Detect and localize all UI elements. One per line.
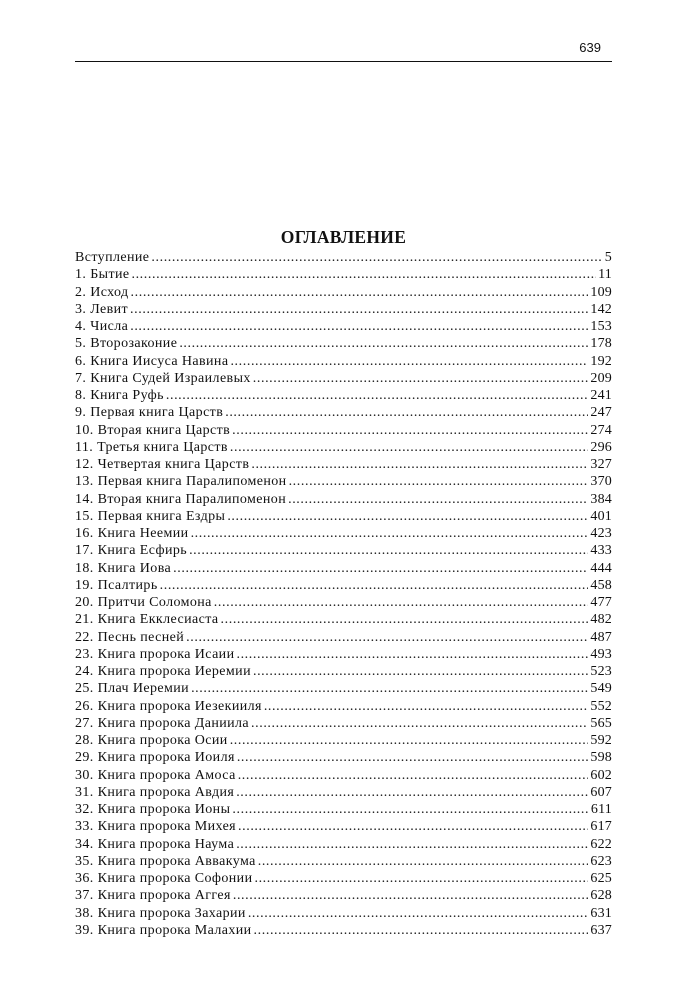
dot-leader xyxy=(189,542,588,559)
page-title: ОГЛАВЛЕНИЕ xyxy=(280,226,407,247)
dot-leader xyxy=(233,887,589,904)
toc-entry[interactable] xyxy=(75,249,612,266)
toc-entry-title: 13. Первая книга Паралипоменон xyxy=(75,474,287,490)
toc-entry-page: 631 xyxy=(590,905,612,921)
dot-leader xyxy=(288,491,588,508)
toc-entry-page: 370 xyxy=(590,474,612,490)
dot-leader xyxy=(289,473,589,490)
toc-entry-title: 34. Книга пророка Наума xyxy=(75,836,235,852)
toc-entry-page: 623 xyxy=(590,853,612,869)
toc-entry-title: 11. Третья книга Царств xyxy=(75,439,228,455)
dot-leader xyxy=(236,646,588,663)
toc-entry-title: 21. Книга Екклесиаста xyxy=(75,612,219,628)
toc-entry-page: 592 xyxy=(590,733,612,748)
dot-leader xyxy=(173,560,588,577)
dot-leader xyxy=(227,508,588,525)
table-of-contents xyxy=(75,249,612,939)
dot-leader xyxy=(236,784,588,801)
toc-entry-page: 209 xyxy=(590,370,612,386)
toc-entry-title: 5. Второзаконие xyxy=(75,336,178,352)
toc-entry-page: 241 xyxy=(590,388,612,403)
toc-entry[interactable] xyxy=(75,387,612,404)
dot-leader xyxy=(251,456,588,473)
dot-leader xyxy=(221,611,589,628)
toc-entry-title: 2. Исход xyxy=(75,284,129,300)
toc-entry[interactable] xyxy=(75,767,612,784)
toc-entry[interactable] xyxy=(75,784,612,801)
toc-entry-page: 327 xyxy=(590,457,612,472)
toc-entry[interactable] xyxy=(75,318,612,335)
toc-entry-title: 17. Книга Есфирь xyxy=(75,543,188,559)
dot-leader xyxy=(251,715,588,732)
toc-entry-page: 617 xyxy=(590,819,612,835)
toc-entry[interactable] xyxy=(75,629,612,646)
toc-entry-page: 11 xyxy=(598,267,612,283)
toc-entry-title: 26. Книга пророка Иезекииля xyxy=(75,698,262,714)
toc-entry-title: 7. Книга Судей Израилевых xyxy=(75,370,251,386)
toc-entry-title: 29. Книга пророка Иоиля xyxy=(75,750,235,766)
dot-leader xyxy=(230,439,589,456)
toc-entry-title: 31. Книга пророка Авдия xyxy=(75,784,235,800)
toc-entry-title: 23. Книга пророка Исаии xyxy=(75,646,235,662)
toc-entry-title: Вступление xyxy=(75,250,150,265)
toc-entry-title: 27. Книга пророка Даниила xyxy=(75,715,250,731)
toc-entry[interactable] xyxy=(75,853,612,870)
toc-entry[interactable] xyxy=(75,715,612,732)
toc-entry-page: 565 xyxy=(590,715,612,731)
toc-entry[interactable] xyxy=(75,560,612,577)
toc-entry[interactable] xyxy=(75,404,612,421)
dot-leader xyxy=(191,525,589,542)
toc-entry-title: 22. Песнь песней xyxy=(75,629,185,645)
dot-leader xyxy=(253,370,589,387)
toc-entry-page: 153 xyxy=(590,319,612,334)
toc-entry-title: 39. Книга пророка Малахии xyxy=(75,922,252,938)
dot-leader xyxy=(232,801,589,818)
toc-entry-page: 549 xyxy=(590,681,612,697)
toc-entry-page: 487 xyxy=(590,629,612,645)
toc-entry-title: 30. Книга пророка Амоса xyxy=(75,767,236,783)
toc-entry-page: 523 xyxy=(590,664,612,679)
toc-entry-title: 28. Книга пророка Осии xyxy=(75,733,228,748)
toc-entry-title: 19. Псалтирь xyxy=(75,577,158,593)
toc-entry-page: 622 xyxy=(590,836,612,852)
dot-leader xyxy=(179,335,588,352)
toc-entry[interactable] xyxy=(75,508,612,525)
dot-leader xyxy=(253,663,588,680)
toc-entry-title: 10. Вторая книга Царств xyxy=(75,422,231,438)
toc-entry-title: 8. Книга Руфь xyxy=(75,388,164,403)
toc-entry-title: 12. Четвертая книга Царств xyxy=(75,457,250,472)
toc-entry-title: 25. Плач Иеремии xyxy=(75,681,190,697)
toc-entry[interactable] xyxy=(75,491,612,508)
toc-entry-page: 458 xyxy=(590,577,612,593)
toc-entry[interactable] xyxy=(75,663,612,680)
toc-entry[interactable] xyxy=(75,870,612,887)
toc-entry-title: 14. Вторая книга Паралипоменон xyxy=(75,491,287,507)
dot-leader xyxy=(232,422,588,439)
toc-entry[interactable] xyxy=(75,594,612,611)
toc-entry[interactable] xyxy=(75,836,612,853)
dot-leader xyxy=(130,318,588,335)
toc-entry[interactable] xyxy=(75,818,612,835)
dot-leader xyxy=(254,870,588,887)
page-number: 639 xyxy=(579,40,601,55)
dot-leader xyxy=(236,836,588,853)
toc-entry-page: 477 xyxy=(590,595,612,610)
toc-entry-page: 482 xyxy=(590,612,612,628)
toc-entry-title: 38. Книга пророка Захарии xyxy=(75,905,246,921)
dot-leader xyxy=(254,922,589,939)
toc-entry[interactable] xyxy=(75,473,612,490)
toc-entry-page: 607 xyxy=(590,784,612,800)
toc-entry[interactable] xyxy=(75,301,612,318)
toc-entry[interactable] xyxy=(75,542,612,559)
toc-entry[interactable] xyxy=(75,370,612,387)
toc-entry-page: 611 xyxy=(590,802,612,817)
dot-leader xyxy=(214,594,589,611)
dot-leader xyxy=(238,818,588,835)
dot-leader xyxy=(264,698,589,715)
toc-entry-page: 178 xyxy=(590,336,612,352)
toc-entry-title: 35. Книга пророка Аввакума xyxy=(75,853,256,869)
toc-entry-title: 24. Книга пророка Иеремии xyxy=(75,664,251,679)
dot-leader xyxy=(186,629,588,646)
dot-leader xyxy=(225,404,588,421)
toc-entry-title: 16. Книга Неемии xyxy=(75,526,189,541)
toc-entry-title: 6. Книга Иисуса Навина xyxy=(75,353,229,369)
toc-entry-page: 433 xyxy=(590,543,612,559)
toc-entry-page: 401 xyxy=(590,508,612,524)
header-rule xyxy=(75,61,612,62)
toc-entry[interactable] xyxy=(75,905,612,922)
dot-leader xyxy=(151,249,602,266)
toc-entry-page: 384 xyxy=(590,491,612,507)
toc-entry-page: 628 xyxy=(590,888,612,904)
dot-leader xyxy=(130,301,588,318)
dot-leader xyxy=(160,577,589,594)
toc-entry-page: 247 xyxy=(590,405,612,421)
toc-entry[interactable] xyxy=(75,922,612,939)
toc-entry-title: 1. Бытие xyxy=(75,267,130,283)
toc-entry-title: 37. Книга пророка Аггея xyxy=(75,888,231,904)
dot-leader xyxy=(131,266,596,283)
toc-entry-page: 109 xyxy=(590,284,612,300)
toc-entry-page: 602 xyxy=(590,767,612,783)
dot-leader xyxy=(166,387,589,404)
toc-entry[interactable] xyxy=(75,698,612,715)
toc-entry[interactable] xyxy=(75,456,612,473)
toc-entry[interactable] xyxy=(75,680,612,697)
toc-entry[interactable] xyxy=(75,266,612,283)
toc-entry[interactable] xyxy=(75,887,612,904)
toc-entry[interactable] xyxy=(75,525,612,542)
toc-entry[interactable] xyxy=(75,749,612,766)
dot-leader xyxy=(237,749,589,766)
dot-leader xyxy=(248,905,589,922)
toc-entry-page: 142 xyxy=(590,301,612,317)
toc-entry-title: 36. Книга пророка Софонии xyxy=(75,871,253,886)
toc-entry-page: 493 xyxy=(590,646,612,662)
toc-entry-title: 9. Первая книга Царств xyxy=(75,405,224,421)
toc-entry[interactable] xyxy=(75,422,612,439)
toc-entry-title: 3. Левит xyxy=(75,301,129,317)
toc-entry[interactable] xyxy=(75,439,612,456)
dot-leader xyxy=(230,732,589,749)
toc-entry-title: 20. Притчи Соломона xyxy=(75,595,212,610)
dot-leader xyxy=(230,353,588,370)
toc-entry[interactable] xyxy=(75,611,612,628)
toc-entry-page: 5 xyxy=(604,250,612,265)
toc-entry-title: 32. Книга пророка Ионы xyxy=(75,802,231,817)
toc-entry-page: 274 xyxy=(590,422,612,438)
dot-leader xyxy=(238,767,589,784)
toc-entry-page: 192 xyxy=(590,353,612,369)
dot-leader xyxy=(191,680,588,697)
toc-entry[interactable] xyxy=(75,353,612,370)
toc-entry-page: 552 xyxy=(590,698,612,714)
toc-entry-page: 598 xyxy=(590,750,612,766)
toc-entry-title: 33. Книга пророка Михея xyxy=(75,819,237,835)
toc-entry-page: 296 xyxy=(590,439,612,455)
toc-entry[interactable] xyxy=(75,284,612,301)
dot-leader xyxy=(131,284,589,301)
toc-entry-page: 625 xyxy=(590,871,612,886)
toc-entry-page: 444 xyxy=(590,560,612,576)
dot-leader xyxy=(258,853,589,870)
toc-entry[interactable] xyxy=(75,732,612,749)
toc-entry[interactable] xyxy=(75,335,612,352)
toc-entry[interactable] xyxy=(75,801,612,818)
toc-entry-title: 4. Числа xyxy=(75,319,129,334)
toc-entry-page: 423 xyxy=(590,526,612,541)
toc-entry[interactable] xyxy=(75,646,612,663)
toc-entry-page: 637 xyxy=(590,922,612,938)
toc-entry-title: 18. Книга Иова xyxy=(75,560,172,576)
toc-entry[interactable] xyxy=(75,577,612,594)
toc-entry-title: 15. Первая книга Ездры xyxy=(75,508,226,524)
